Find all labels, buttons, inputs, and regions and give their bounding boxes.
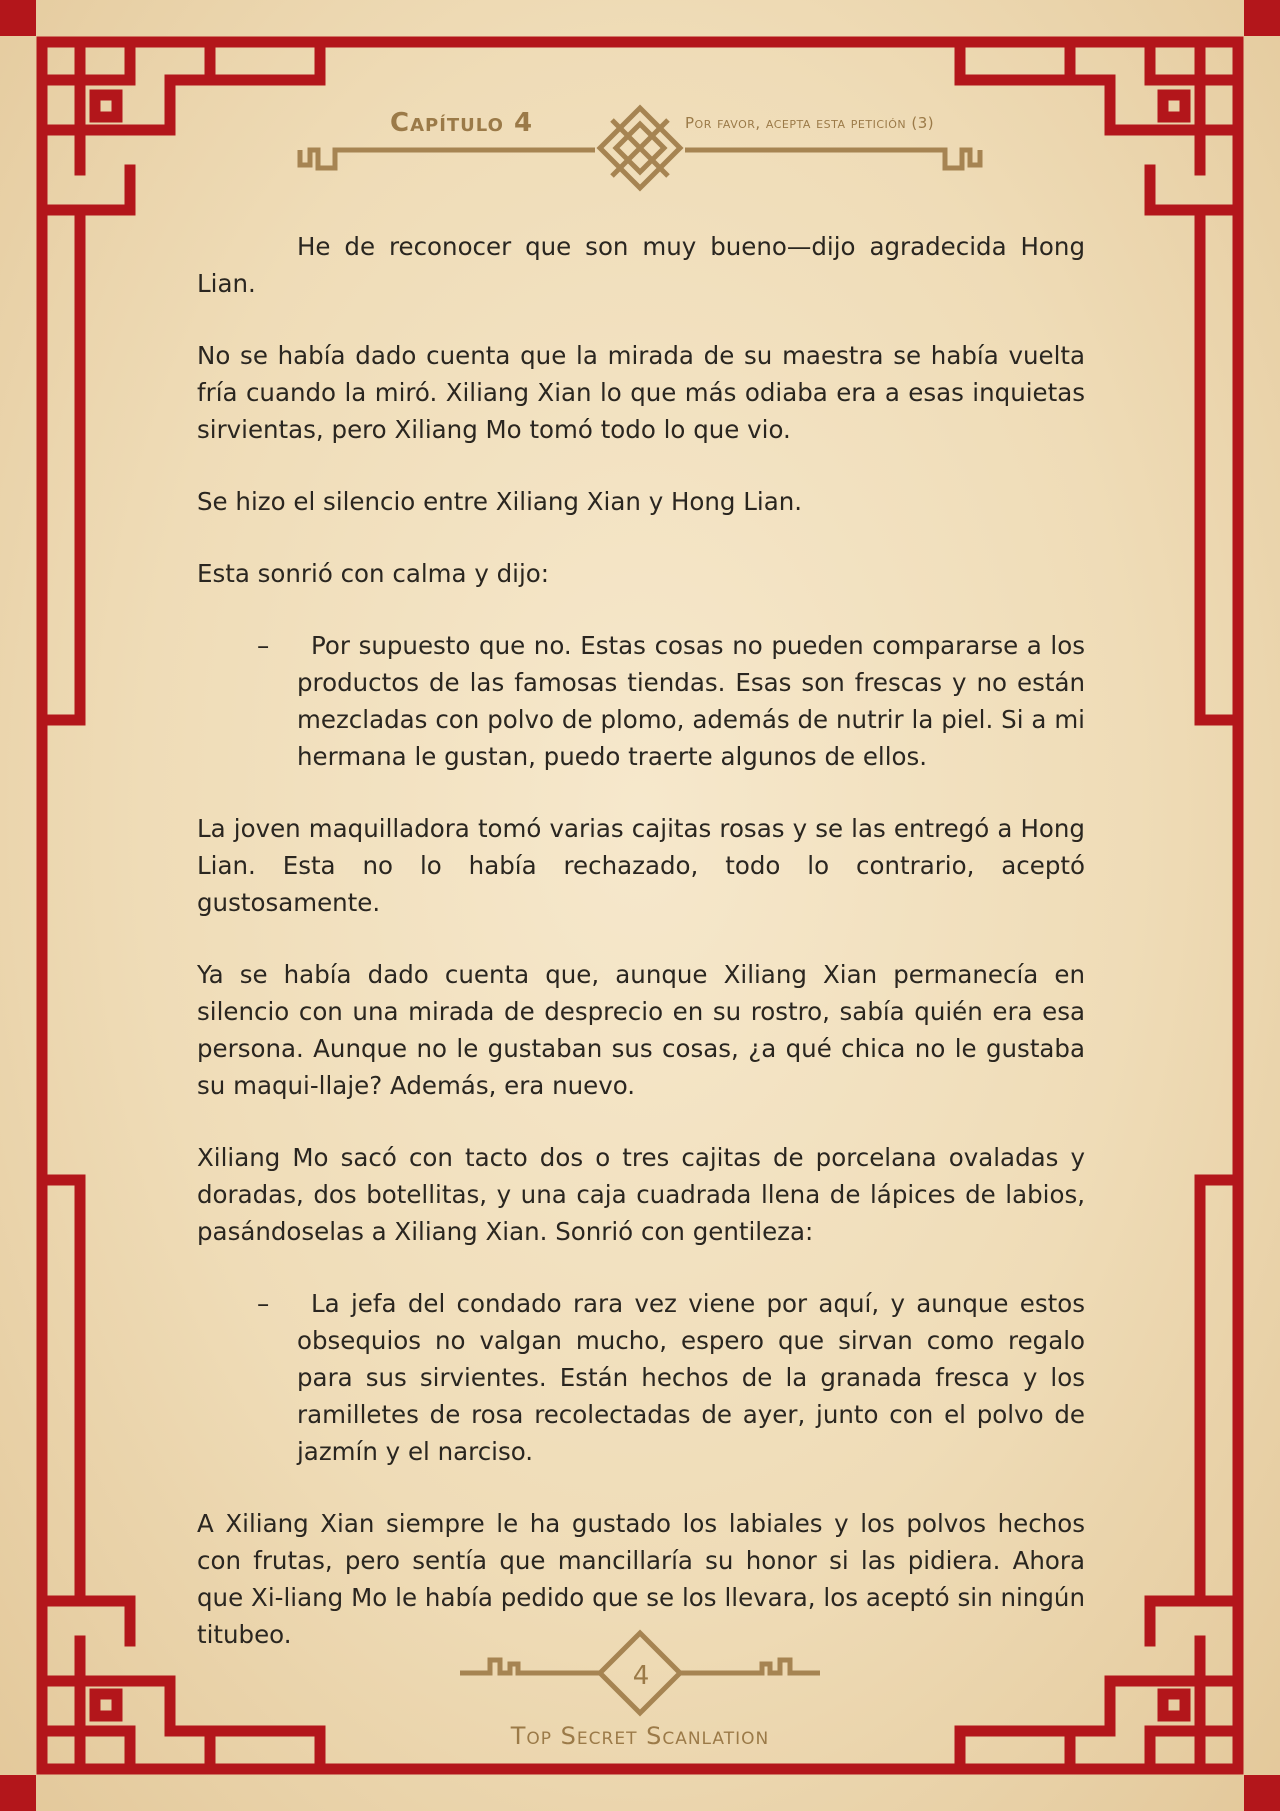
story-text [197,228,1085,1688]
paragraph: Esta sonrió con calma y dijo: [197,559,550,588]
paragraph: Ya se había dado cuenta que, aunque Xiliang Xian permanecía en silencio con una mirada de desprecio en su rostro, sabía quién era esa persona. Aunque no le gustaban sus cosas, ¿a qué chica no le gustaba su maqui-llaje? Además, era nuevo. [197,960,1085,1100]
page-header [290,100,990,200]
page-number: 4 [632,1661,650,1691]
dialogue-text: La jefa del condado rara vez viene por aquí, y aunque estos obsequios no valgan mucho, espero que sirvan como regalo para sus sirvientes. Están hechos de la granada fresca y los ramilletes de rosa recolectadas de ayer, junto con el polvo de jazmín y el narciso. [297,1289,1085,1466]
chapter-subtitle: Por favor, acepta esta petición (3) [685,114,935,132]
dialogue-text: Por supuesto que no. Estas cosas no pueden compararse a los productos de las famosas tiendas. Esas son frescas y no están mezcladas con polvo de plomo, además de nutrir la piel. Si a mi hermana le gustan, puedo traerte algunos de ellos. [297,631,1085,771]
paragraph: No se había dado cuenta que la mirada de su maestra se había vuelta fría cuando la miró. Xiliang Xian lo que más odiaba era a esas inquietas sirvientas, pero Xiliang Mo tomó todo lo que vio. [197,341,1085,444]
dialogue-dash: – [257,1289,270,1318]
dialogue-block [197,1285,1085,1470]
dialogue-block [197,627,1085,775]
paragraph: La joven maquilladora tomó varias cajitas rosas y se las entregó a Hong Lian. Esta no lo había rechazado, todo lo contrario, aceptó gustosamente. [197,814,1085,917]
scanlation-credits: Top Secret Scanlation [510,1722,770,1750]
paragraph: He de reconocer que son muy bueno—dijo agradecida Hong Lian. [197,232,1085,298]
paragraph: Se hizo el silencio entre Xiliang Xian y Hong Lian. [197,487,803,516]
dialogue-dash: – [257,631,270,660]
chapter-title: Capítulo 4 [390,108,534,138]
paragraph: A Xiliang Xian siempre le ha gustado los labiales y los polvos hechos con frutas, pero sentía que mancillaría su honor si las pidiera. Ahora que Xi-liang Mo le había pedido que se los llevara, los aceptó sin ningún titubeo. [197,1509,1085,1649]
paragraph: Xiliang Mo sacó con tacto dos o tres cajitas de porcelana ovaladas y doradas, dos botellitas, y una caja cuadrada llena de lápices de labios, pasándoselas a Xiliang Xian. Sonrió con gentileza: [197,1143,1085,1246]
